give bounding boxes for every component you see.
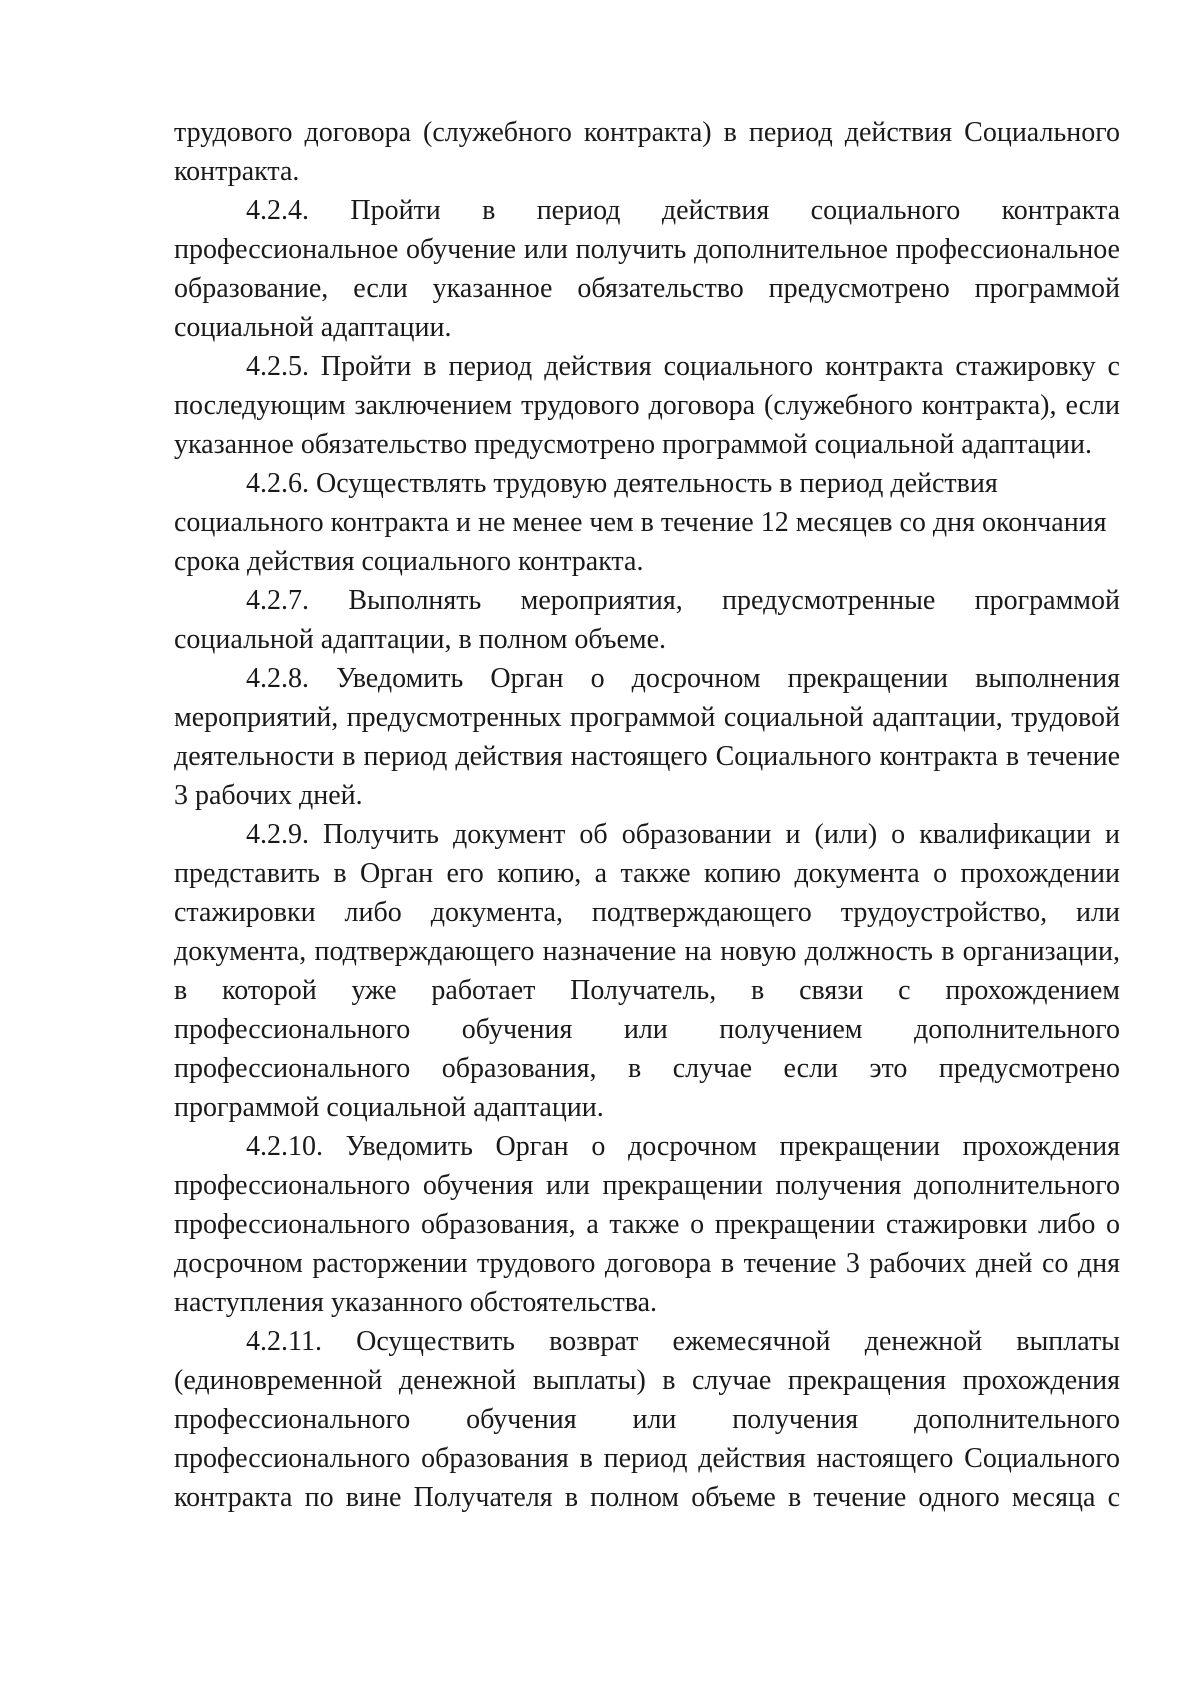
paragraph-4-2-11: 4.2.11. Осуществить возврат ежемесячной денежной выплаты (единовременной денежной выплаты) в случае прекращения прохождения профессионального обучения или получения дополнительного профессионального образования в период действия настоящего Социального контракта по вине Получателя в полном объеме в течение одного месяца с: [174, 1326, 1120, 1513]
paragraph-4-2-4: 4.2.4. Пройти в период действия социального контракта профессиональное обучение или получить дополнительное профессиональное образование, если указанное обязательство предусмотрено программой социальной адаптации.: [174, 195, 1120, 343]
paragraph-4-2-8: 4.2.8. Уведомить Орган о досрочном прекращении выполнения мероприятий, предусмотренных программой социальной адаптации, трудовой деятельности в период действия настоящего Социального контракта в течение 3 рабочих дней.: [174, 663, 1120, 811]
paragraph-4-2-5: 4.2.5. Пройти в период действия социального контракта стажировку с последующим заключением трудового договора (служебного контракта), если указанное обязательство предусмотрено программой социальной адаптации.: [174, 351, 1120, 460]
paragraph-continuation: трудового договора (служебного контракта) в период действия Социального контракта.: [174, 117, 1120, 187]
paragraph-4-2-7: 4.2.7. Выполнять мероприятия, предусмотренные программой социальной адаптации, в полном объеме.: [174, 585, 1120, 655]
document-body: [174, 113, 1120, 1517]
paragraph-4-2-9: 4.2.9. Получить документ об образовании и (или) о квалификации и представить в Орган его копию, а также копию документа о прохождении стажировки либо документа, подтверждающего трудоустройство, или документа, подтверждающего назначение на новую должность в организации, в которой уже работает Получатель, в связи с прохождением профессионального обучения или получением дополнительного профессионального образования, в случае если это предусмотрено программой социальной адаптации.: [174, 819, 1120, 1123]
paragraph-4-2-6: 4.2.6. Осуществлять трудовую деятельность в период действия социального контракта и не менее чем в течение 12 месяцев со дня окончания срока действия социального контракта.: [174, 468, 1107, 577]
paragraph-4-2-10: 4.2.10. Уведомить Орган о досрочном прекращении прохождения профессионального обучения или прекращении получения дополнительного профессионального образования, а также о прекращении стажировки либо о досрочном расторжении трудового договора в течение 3 рабочих дней со дня наступления указанного обстоятельства.: [174, 1131, 1120, 1318]
